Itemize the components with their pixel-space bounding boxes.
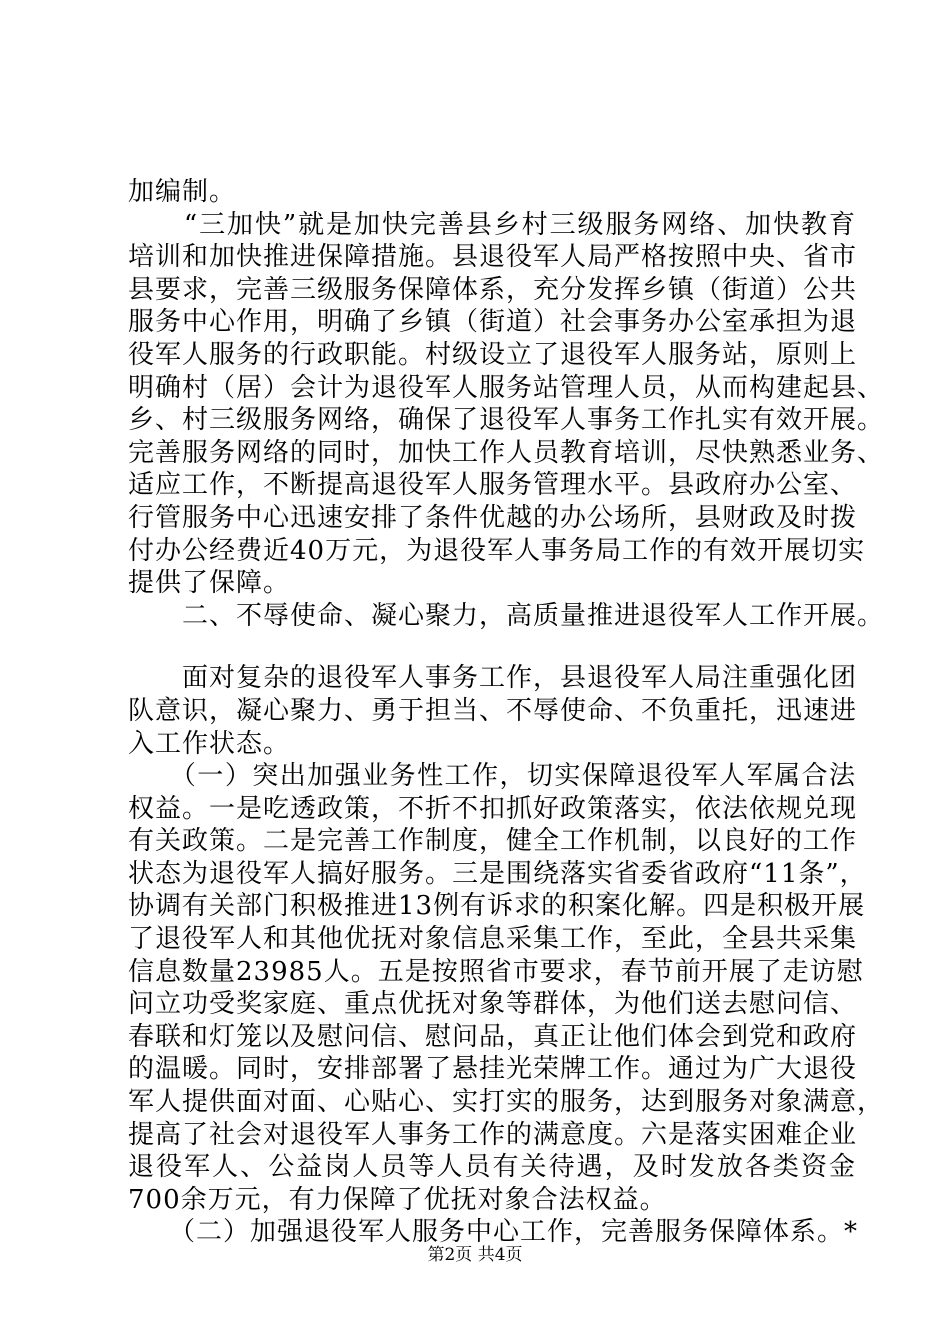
text-line: （一）突出加强业务性工作，切实保障退役军人军属合法 [128,761,856,792]
text-line: 役军人服务的行政职能。村级设立了退役军人服务站，原则上 [128,339,858,370]
text-line: 县要求，完善三级服务保障体系，充分发挥乡镇（街道）公共 [128,274,858,305]
text-line: 付办公经费近40万元，为退役军人事务局工作的有效开展切实 [128,535,866,566]
text-line: 服务中心作用，明确了乡镇（街道）社会事务办公室承担为退 [128,307,858,338]
text-line: 提供了保障。 [128,568,291,599]
document-body [128,176,885,1249]
section-heading: （二）加强退役军人服务中心工作，完善服务保障体系。* [128,1217,859,1248]
text-line: 状态为退役军人搞好服务。三是围绕落实省委省政府“11条”， [128,858,867,889]
text-line: 问立功受奖家庭、重点优抚对象等群体，为他们送去慰问信、 [128,989,858,1020]
text-line: 春联和灯笼以及慰问信、慰问品，真正让他们体会到党和政府 [128,1021,858,1052]
text-line: 协调有关部门积极推进13例有诉求的积案化解。四是积极开展 [128,891,866,922]
text-line: 行管服务中心迅速安排了条件优越的办公场所，县财政及时拨 [128,502,858,533]
text-line: 权益。一是吃透政策，不折不扣抓好政策落实，依法依规兑现 [128,793,858,824]
text-line: 乡、村三级服务网络，确保了退役军人事务工作扎实有效开展。 [128,405,885,436]
text-line: “三加快”就是加快完善县乡村三级服务网络、加快教育 [128,209,856,240]
text-line: 明确村（居）会计为退役军人服务站管理人员，从而构建起县、 [128,372,885,403]
text-line: 了退役军人和其他优抚对象信息采集工作，至此，全县共采集 [128,924,858,955]
text-line: 适应工作，不断提高退役军人服务管理水平。县政府办公室、 [128,470,858,501]
text-line: 培训和加快推进保障措施。县退役军人局严格按照中央、省市 [128,242,858,273]
page-number-footer: 第2页 共4页 [427,1245,523,1265]
text-line: 队意识，凝心聚力、勇于担当、不辱使命、不负重托，迅速进 [128,695,858,726]
blank-line [128,632,856,662]
text-line: 提高了社会对退役军人事务工作的满意度。六是落实困难企业 [128,1119,858,1150]
text-line: 700余万元，有力保障了优抚对象合法权益。 [128,1184,667,1215]
text-line: 信息数量23985人。五是按照省市要求，春节前开展了走访慰 [128,956,864,987]
section-heading: 二、不辱使命、凝心聚力，高质量推进退役军人工作开展。 [128,600,885,631]
text-line: 面对复杂的退役军人事务工作，县退役军人局注重强化团 [128,663,858,694]
text-line: 的温暖。同时，安排部署了悬挂光荣牌工作。通过为广大退役 [128,1054,858,1085]
text-line: 军人提供面对面、心贴心、实打实的服务，达到服务对象满意， [128,1087,885,1118]
text-line: 有关政策。二是完善工作制度，健全工作机制，以良好的工作 [128,826,858,857]
text-line: 加编制。 [128,177,237,207]
text-line: 完善服务网络的同时，加快工作人员教育培训，尽快熟悉业务、 [128,437,885,468]
text-line: 退役军人、公益岗人员等人员有关待遇，及时发放各类资金 [128,1152,856,1183]
text-line: 入工作状态。 [128,728,291,759]
